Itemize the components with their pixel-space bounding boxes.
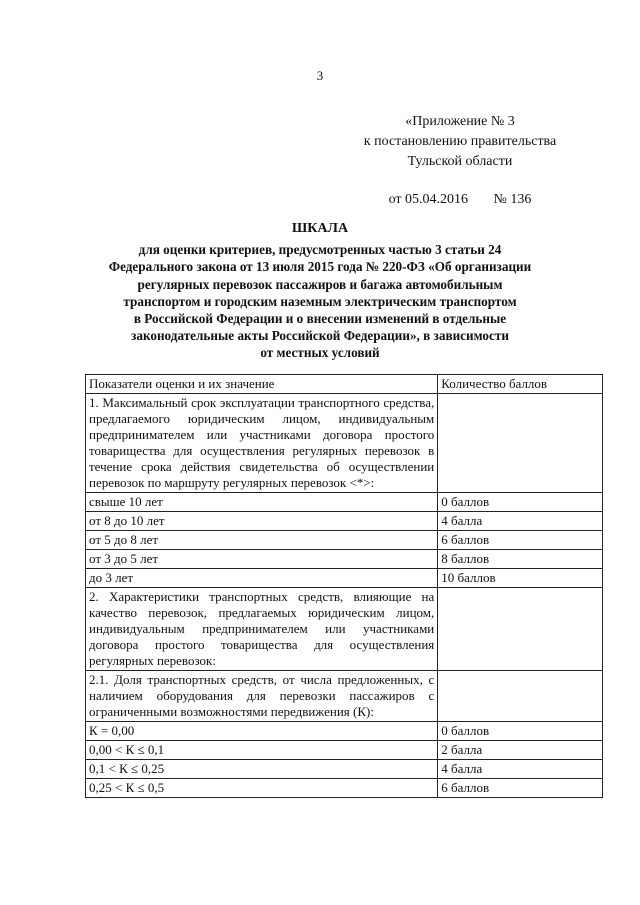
title-line: для оценки критериев, предусмотренных частью 3 статьи 24 xyxy=(138,242,502,258)
row-label: 0,25 < К ≤ 0,5 xyxy=(86,779,438,798)
appendix-line-3: Тульской области xyxy=(407,154,513,169)
row-value: 6 баллов xyxy=(438,531,603,550)
row-label: свыше 10 лет xyxy=(86,493,438,512)
title-heading: ШКАЛА xyxy=(291,221,349,236)
section-1-text: 1. Максимальный срок эксплуатации транспортного средства, предлагаемого юридическим лицом, индивидуальным предпринимателем или участниками договора простого товарищества для осуществления регулярных перевозок в течение срока действия свидетельства об осуществлении перевозок по маршруту регулярных перевозок <*>: xyxy=(86,394,438,493)
section-2-1-text: 2.1. Доля транспортных средств, от числа предложенных, с наличием оборудования для перевозки пассажиров с ограниченными возможностями передвижения (К): xyxy=(86,671,438,722)
row-label: от 3 до 5 лет xyxy=(86,550,438,569)
appendix-line-2: к постановлению правительства xyxy=(363,134,557,149)
table-row xyxy=(86,722,603,741)
title-line: в Российской Федерации и о внесении изменений в отдельные xyxy=(133,311,507,327)
appendix-date-row xyxy=(320,190,600,210)
document-title xyxy=(80,220,560,362)
header-points: Количество баллов xyxy=(438,375,603,394)
header-indicator: Показатели оценки и их значение xyxy=(86,375,438,394)
row-label: 0,00 < К ≤ 0,1 xyxy=(86,741,438,760)
table-row xyxy=(86,569,603,588)
title-line: законодательные акты Российской Федерации», в зависимости xyxy=(131,328,509,344)
row-value: 10 баллов xyxy=(438,569,603,588)
row-value: 0 баллов xyxy=(438,493,603,512)
decree-date: от 05.04.2016 xyxy=(388,192,469,207)
title-line: от местных условий xyxy=(260,345,380,361)
empty-cell xyxy=(438,671,603,722)
title-line: транспортом и городским наземным электрическим транспортом xyxy=(123,293,517,309)
decree-number: № 136 xyxy=(493,192,532,207)
table-row xyxy=(86,550,603,569)
row-label: К = 0,00 xyxy=(86,722,438,741)
table-row xyxy=(86,741,603,760)
row-value: 6 баллов xyxy=(438,779,603,798)
section-row xyxy=(86,588,603,671)
table-row xyxy=(86,779,603,798)
row-label: до 3 лет xyxy=(86,569,438,588)
page-number: 3 xyxy=(316,68,324,83)
section-row xyxy=(86,671,603,722)
row-label: от 5 до 8 лет xyxy=(86,531,438,550)
section-2-text: 2. Характеристики транспортных средств, влияющие на качество перевозок, предлагаемых юридическим лицом, индивидуальным предпринимателем или участниками договора простого товарищества для осуществления регулярных перевозок: xyxy=(86,588,438,671)
title-line: регулярных перевозок пассажиров и багажа автомобильным xyxy=(137,276,503,292)
table-row xyxy=(86,531,603,550)
row-value: 2 балла xyxy=(438,741,603,760)
empty-cell xyxy=(438,394,603,493)
row-value: 8 баллов xyxy=(438,550,603,569)
empty-cell xyxy=(438,588,603,671)
appendix-header xyxy=(320,112,600,210)
scale-table xyxy=(85,374,603,798)
table-row xyxy=(86,760,603,779)
row-label: 0,1 < К ≤ 0,25 xyxy=(86,760,438,779)
title-line: Федерального закона от 13 июля 2015 года № 220-ФЗ «Об организации xyxy=(108,259,532,275)
table-row xyxy=(86,493,603,512)
row-value: 4 балла xyxy=(438,760,603,779)
appendix-line-1: «Приложение № 3 xyxy=(405,114,515,129)
table-header-row xyxy=(86,375,603,394)
section-row xyxy=(86,394,603,493)
row-label: от 8 до 10 лет xyxy=(86,512,438,531)
row-value: 4 балла xyxy=(438,512,603,531)
table-row xyxy=(86,512,603,531)
row-value: 0 баллов xyxy=(438,722,603,741)
